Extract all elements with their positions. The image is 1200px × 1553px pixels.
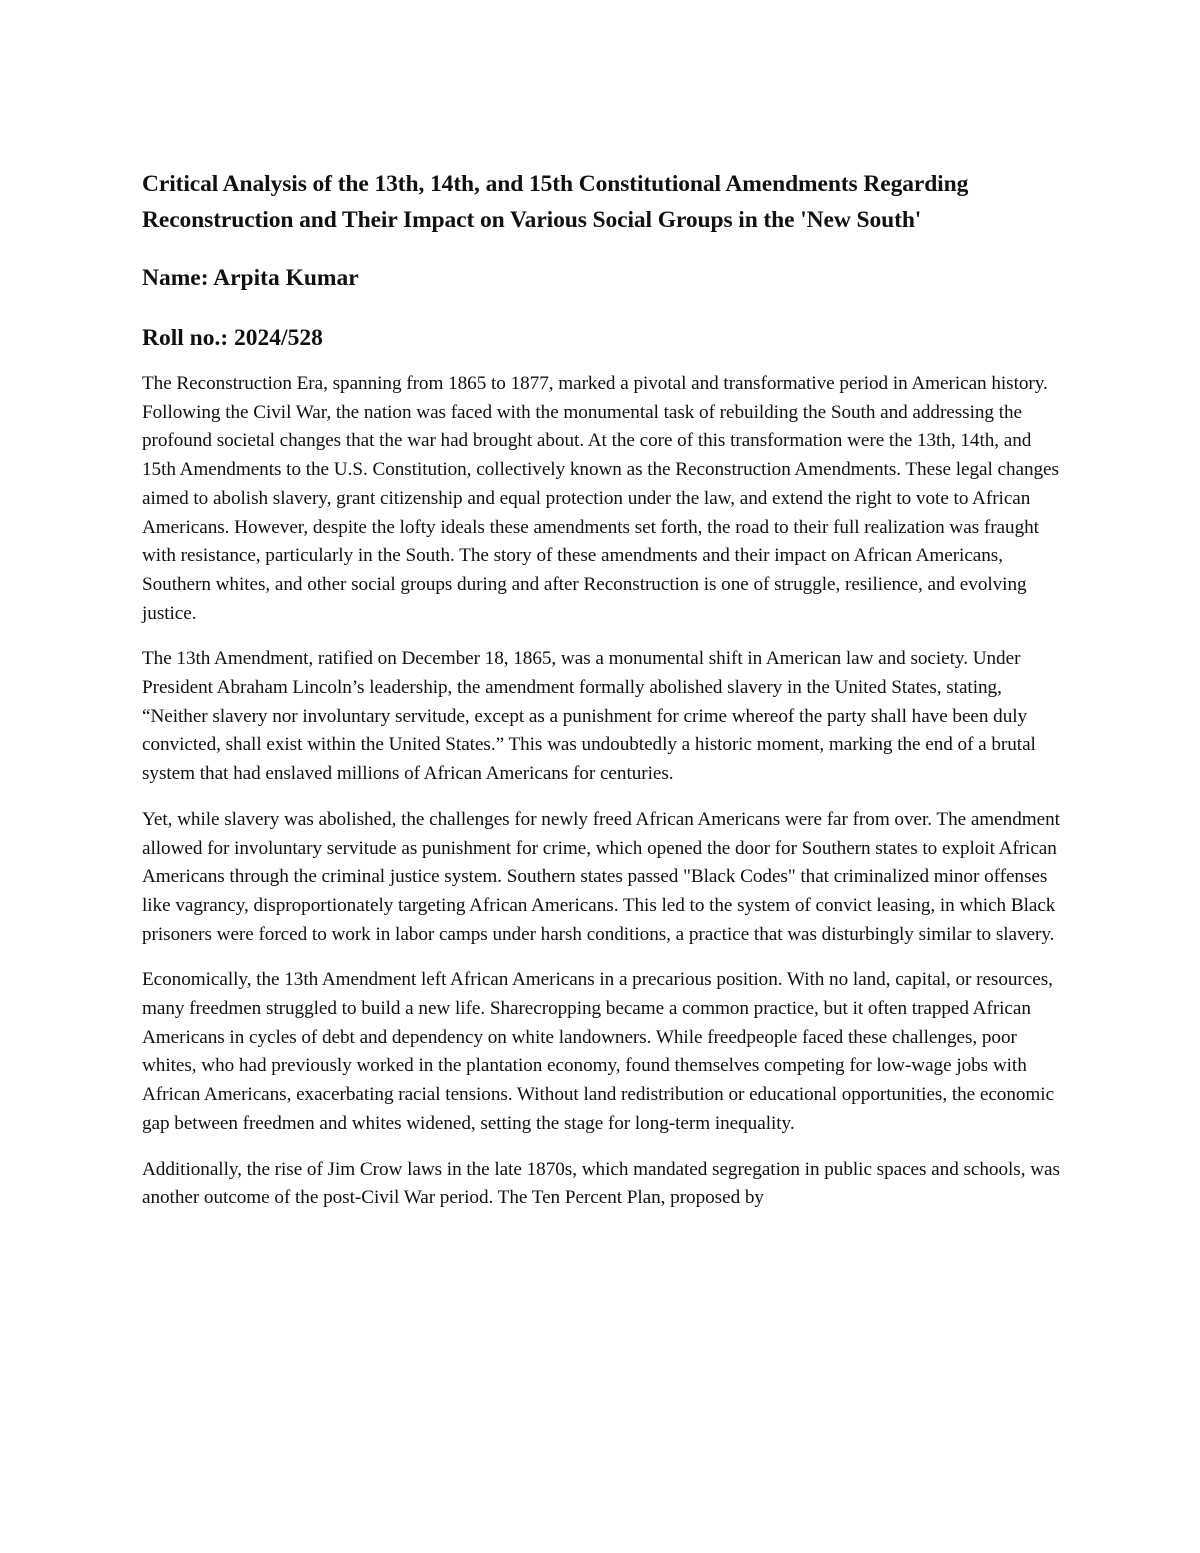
document-page — [142, 166, 1062, 1230]
paragraph-economic-impact: Economically, the 13th Amendment left African Americans in a precarious position. With no land, capital, or resources, many freedmen struggled to build a new life. Sharecropping became a common practice, but it often trapped African Americans in cycles of debt and dependency on white landowners. While freedpeople faced these challenges, poor whites, who had previously worked in the plantation economy, found themselves competing for low-wage jobs with African Americans, exacerbating racial tensions. Without land redistribution or educational opportunities, the economic gap between freedmen and whites widened, setting the stage for long-term inequality. — [142, 969, 1055, 1134]
paragraph-reconstruction-intro: The Reconstruction Era, spanning from 1865 to 1877, marked a pivotal and transformative period in American history. Following the Civil War, the nation was faced with the monumental task of rebuilding the South and addressing the profound societal changes that the war had brought about. At the core of this transformation were the 13th, 14th, and 15th Amendments to the U.S. Constitution, collectively known as the Reconstruction Amendments. These legal changes aimed to abolish slavery, grant citizenship and equal protection under the law, and extend the right to vote to African Americans. However, despite the lofty ideals these amendments set forth, the road to their full realization was fraught with resistance, particularly in the South. The story of these amendments and their impact on African Americans, Southern whites, and other social groups during and after Reconstruction is one of struggle, resilience, and evolving justice. — [142, 373, 1059, 624]
paragraph-freedmen-challenges: Yet, while slavery was abolished, the challenges for newly freed African Americans were far from over. The amendment allowed for involuntary servitude as punishment for crime, which opened the door for Southern states to exploit African Americans through the criminal justice system. Southern states passed "Black Codes" that criminalized minor offenses like vagrancy, disproportionately targeting African Americans. This led to the system of convict leasing, in which Black prisoners were forced to work in labor camps under harsh conditions, a practice that was disturbingly similar to slavery. — [142, 808, 1060, 945]
author-name: Name: Arpita Kumar — [142, 265, 359, 291]
roll-number: Roll no.: 2024/528 — [142, 325, 323, 351]
document-title: Critical Analysis of the 13th, 14th, and 15th Constitutional Amendments Regarding Reconstruction and Their Impact on Various Social Groups in the 'New South' — [142, 171, 969, 233]
paragraph-13th-amendment: The 13th Amendment, ratified on December 18, 1865, was a monumental shift in American law and society. Under President Abraham Lincoln’s leadership, the amendment formally abolished slavery in the United States, stating, “Neither slavery nor involuntary servitude, except as a punishment for crime whereof the party shall have been duly convicted, shall exist within the United States.” This was undoubtedly a historic moment, marking the end of a brutal system that had enslaved millions of African Americans for centuries. — [142, 648, 1036, 785]
paragraph-jim-crow: Additionally, the rise of Jim Crow laws in the late 1870s, which mandated segregation in public spaces and schools, was another outcome of the post-Civil War period. The Ten Percent Plan, proposed by — [142, 1158, 1060, 1209]
